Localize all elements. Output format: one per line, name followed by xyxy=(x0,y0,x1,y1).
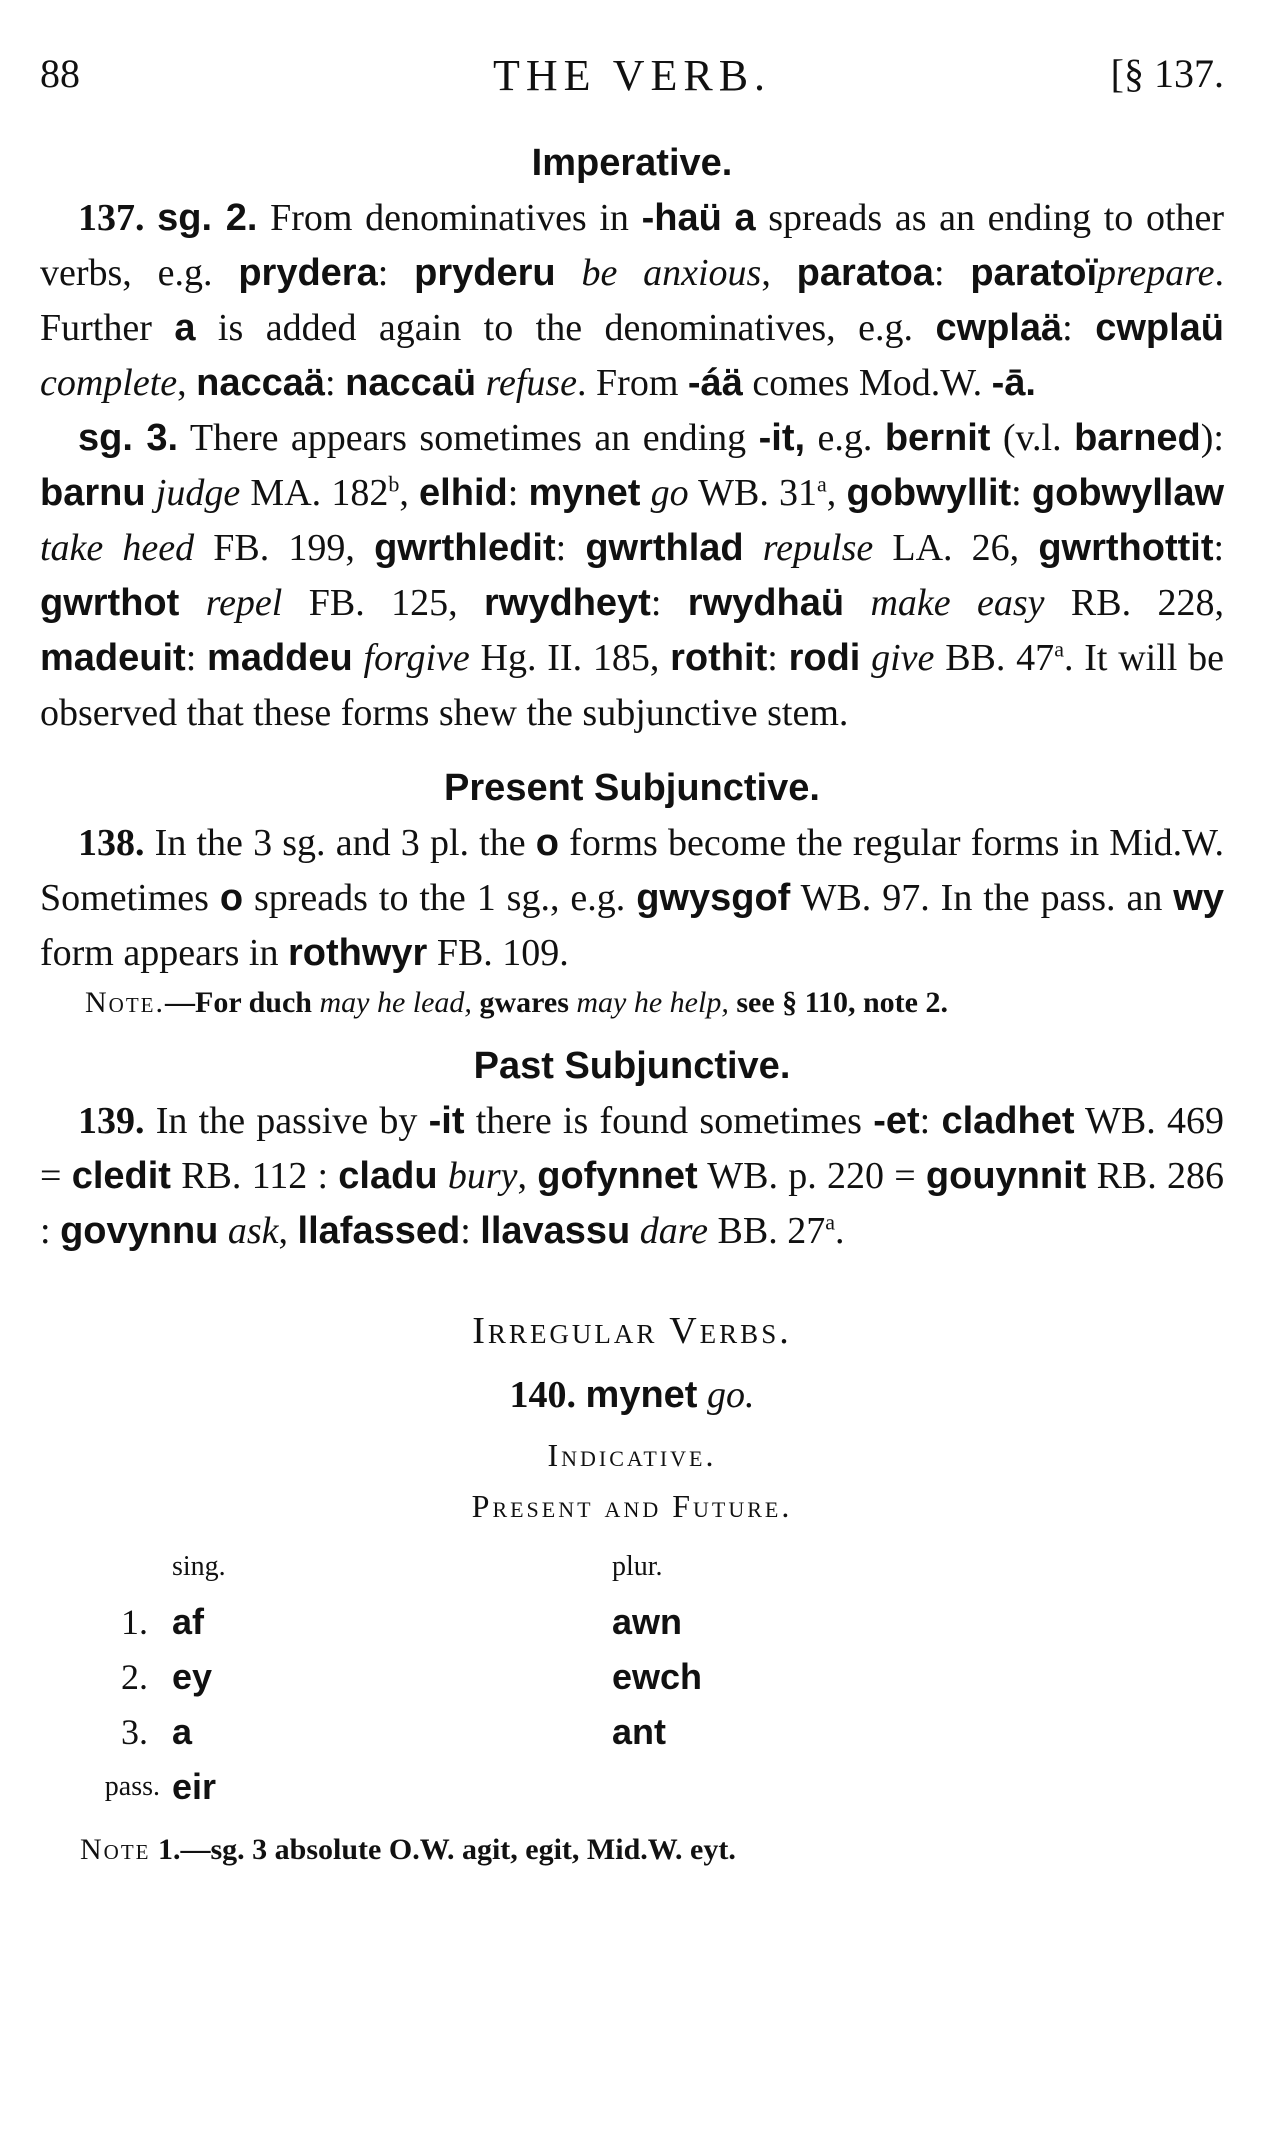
text-run: -it, xyxy=(758,417,806,459)
text-run: go. xyxy=(706,1374,755,1416)
text-run: a xyxy=(817,471,827,497)
text-run: cwplaä xyxy=(935,307,1063,349)
text-run: RB. 228, xyxy=(1070,582,1225,624)
text-run: -ā. xyxy=(991,362,1036,404)
text-run: rwydhaü xyxy=(687,582,845,624)
text-run: make easy xyxy=(870,582,1045,624)
text-run: duch xyxy=(248,986,312,1019)
text-run: judge xyxy=(155,472,241,514)
text-run: may he help, xyxy=(576,986,729,1019)
heading-present-future: Present and Future. xyxy=(471,1488,793,1524)
text-run: In the 3 sg. and 3 pl. the xyxy=(144,822,536,864)
page xyxy=(40,40,1224,1872)
text-run: barned xyxy=(1074,417,1201,459)
text-run: gwrthottit xyxy=(1038,527,1214,569)
text-run: wy xyxy=(1173,877,1224,919)
text-run: (v.l. xyxy=(990,417,1075,459)
text-run: naccaä xyxy=(196,362,326,404)
text-run: RB. 112 : xyxy=(170,1155,339,1197)
text-run: From denominatives in xyxy=(257,197,642,239)
text-run: maddeu xyxy=(207,637,353,679)
text-run: WB. 469 = xyxy=(40,1100,1225,1197)
note-138 xyxy=(85,981,1224,1025)
text-run: spreads as an ending to other verbs, e.g. xyxy=(40,197,1225,294)
text-run: gobwyllaw xyxy=(1031,472,1225,514)
text-run: 2. xyxy=(121,1656,148,1697)
text-run: bernit xyxy=(884,417,991,459)
text-run: there is found sometimes xyxy=(464,1100,874,1142)
paragraph-137-sg3: sg. 3. There appears sometimes an ending -it, e.g. bernit (v.l. barned): barnu judge MA. 182$^b$, elhid: mynet go WB. 31$^a$, gobwyllit: gobwyllaw take heed FB. 199, gwrthledit: gwrthlad repulse LA. 26, gwrthottit: gwrthot repel FB. 125, rwydheyt: rwydhaü make easy RB. 228, madeuit: maddeu forgive Hg. II. 185, rothit: rodi give BB. 47$^a$. It will be observed that these forms shew the subjunctive stem. xyxy=(40,417,1225,734)
text-run: . From xyxy=(577,362,688,404)
text-run xyxy=(612,1759,702,1814)
text-run: ewch xyxy=(612,1655,703,1697)
text-run: WB. 31 xyxy=(698,472,818,514)
text-run: There appears sometimes an ending xyxy=(178,417,759,459)
text-run: Note xyxy=(80,1833,151,1866)
text-run: Note. xyxy=(85,986,165,1019)
text-run: FB. 125, xyxy=(308,582,458,624)
heading-140 xyxy=(40,1373,1224,1417)
text-run: complete xyxy=(40,362,178,404)
text-run: RB. 286 : xyxy=(40,1155,1225,1252)
text-run: o xyxy=(535,822,559,864)
text-run: -haü xyxy=(641,197,722,239)
text-run: prydera xyxy=(238,252,378,294)
text-run: Mid.W. xyxy=(579,1833,691,1866)
paragraph-139: 139. In the passive by -it there is found sometimes -et: cladhet WB. 469 = cledit RB. 112 : cladu bury, gofynnet WB. p. 220 = gouynnit RB. 286 : govynnu ask, llafassed: llavassu dare BB. 27$^a$. xyxy=(40,1100,1225,1252)
text-run: a xyxy=(734,197,756,239)
text-run: —For xyxy=(165,986,249,1019)
text-run: llafassed xyxy=(297,1210,461,1252)
text-run xyxy=(172,1649,612,1704)
text-run: form appears in xyxy=(40,932,288,974)
text-run: BB. 47 xyxy=(945,637,1055,679)
text-run: a xyxy=(1054,636,1064,662)
text-run: 140. xyxy=(509,1374,577,1416)
text-run: Hg. II. 185, xyxy=(480,637,660,679)
text-run: gwysgof xyxy=(636,877,791,919)
text-run: see § 110, note 2. xyxy=(728,986,948,1019)
text-run: give xyxy=(871,637,935,679)
page-number: 88 xyxy=(40,51,80,96)
text-run: madeuit xyxy=(40,637,186,679)
text-run: a xyxy=(172,1710,193,1752)
text-run: repel xyxy=(205,582,283,624)
text-run: barnu xyxy=(40,472,146,514)
text-run: In the passive by xyxy=(144,1100,429,1142)
text-run: cladu xyxy=(338,1155,438,1197)
text-run: prepare xyxy=(1097,252,1215,294)
heading-irregular-verbs: Irregular Verbs. xyxy=(472,1310,792,1352)
text-run: gwrthledit xyxy=(374,527,556,569)
text-run: naccaü xyxy=(345,362,477,404)
text-run: paratoï xyxy=(970,252,1098,294)
text-run: rodi xyxy=(788,637,861,679)
page-header xyxy=(40,40,1224,100)
text-run: gwrthot xyxy=(40,582,180,624)
text-run: gofynnet xyxy=(537,1155,698,1197)
text-run: WB. 97. In the pass. an xyxy=(790,877,1174,919)
text-run: take heed xyxy=(40,527,195,569)
text-run: -it xyxy=(428,1100,465,1142)
text-run: gwrthlad xyxy=(585,527,744,569)
note-140 xyxy=(80,1828,1224,1872)
text-run: 1.—sg. 3 absolute O.W. xyxy=(150,1833,462,1866)
text-run: MA. 182 xyxy=(250,472,389,514)
text-run: 139. xyxy=(78,1100,145,1142)
text-run: . It will be observed that these forms shew the subjunctive stem. xyxy=(40,637,1224,734)
text-run: llavassu xyxy=(480,1210,631,1252)
text-run: rothwyr xyxy=(287,932,428,974)
text-run: a xyxy=(174,307,196,349)
text-run: mynet xyxy=(528,472,641,514)
text-run: agit, egit, xyxy=(461,1833,580,1866)
text-run: bury xyxy=(447,1155,518,1197)
table-row xyxy=(40,1759,702,1814)
heading-past-subjunctive: Past Subjunctive. xyxy=(473,1045,791,1087)
col-plur: plur. xyxy=(612,1550,663,1582)
text-run: gobwyllit xyxy=(846,472,1012,514)
running-title: THE VERB. xyxy=(492,51,772,100)
text-run: a xyxy=(825,1209,835,1235)
text-run: forgive xyxy=(363,637,470,679)
text-run: 138. xyxy=(78,822,145,864)
text-run: eyt. xyxy=(690,1833,736,1866)
text-run xyxy=(612,1594,702,1649)
text-run: govynnu xyxy=(60,1210,219,1252)
text-run xyxy=(612,1704,702,1759)
text-run: 1. xyxy=(121,1601,148,1642)
text-run: rwydheyt xyxy=(484,582,651,624)
text-run: 3. xyxy=(121,1711,148,1752)
para-number: 137. xyxy=(78,197,145,239)
text-run: ey xyxy=(172,1655,213,1697)
text-run: FB. 199, xyxy=(213,527,355,569)
table-row xyxy=(40,1704,702,1759)
paragraph-137: 137. sg. 2. From denominatives in -haü a spreads as an ending to other verbs, e.g. prydera: pryderu be anxious, paratoa: paratoïprepare. Further a is added again to the denominatives, e.g. cwplaä: cwplaü complete, naccaä: naccaü refuse. From -áä comes Mod.W. -ā. xyxy=(40,197,1225,404)
text-run: repulse xyxy=(762,527,874,569)
text-run: e.g. xyxy=(805,417,885,459)
text-run: cledit xyxy=(71,1155,171,1197)
text-run: paratoa xyxy=(796,252,934,294)
paragraph-138 xyxy=(40,816,1224,981)
heading-imperative: Imperative. xyxy=(531,142,733,184)
text-run: WB. p. 220 = xyxy=(697,1155,926,1197)
table-row xyxy=(40,1594,702,1649)
text-run: gouynnit xyxy=(925,1155,1087,1197)
text-run: go xyxy=(650,472,689,514)
text-run: FB. 109. xyxy=(427,932,569,974)
text-run: o xyxy=(219,877,244,919)
text-run: be anxious xyxy=(581,252,762,294)
text-run: is added again to the denominatives, e.g. xyxy=(195,307,936,349)
text-run: forms become the regular forms in Mid.W. Sometimes xyxy=(40,822,1224,919)
text-run xyxy=(172,1594,612,1649)
text-run: -et xyxy=(873,1100,920,1142)
text-run: eir xyxy=(172,1765,217,1807)
col-sing: sing. xyxy=(172,1550,226,1582)
text-run: cwplaü xyxy=(1095,307,1224,349)
conjugation-table xyxy=(40,1539,702,1814)
text-run: -áä xyxy=(687,362,743,404)
text-run: sg. 2. xyxy=(157,197,258,239)
text-run: pryderu xyxy=(414,252,556,294)
text-run: sg. 3. xyxy=(78,417,179,459)
text-run: . Further xyxy=(40,252,1225,349)
text-run xyxy=(172,1704,612,1759)
text-run: ant xyxy=(612,1710,666,1752)
text-run: ask xyxy=(227,1210,279,1252)
text-run: : xyxy=(919,1100,942,1142)
text-run: spreads to the 1 sg., e.g. xyxy=(243,877,637,919)
text-run: ): xyxy=(1200,417,1224,459)
text-run: LA. 26, xyxy=(892,527,1020,569)
text-run: dare xyxy=(639,1210,709,1252)
text-run: BB. 27 xyxy=(708,1210,826,1252)
text-run xyxy=(40,1539,172,1594)
heading-present-subjunctive: Present Subjunctive. xyxy=(444,767,820,809)
text-run xyxy=(612,1649,702,1704)
text-run: may he lead, xyxy=(319,986,472,1019)
text-run: af xyxy=(172,1600,205,1642)
table-row xyxy=(40,1649,702,1704)
text-run: b xyxy=(388,471,400,497)
text-run: pass. xyxy=(104,1770,160,1802)
text-run: rothit xyxy=(670,637,768,679)
text-run: gwares xyxy=(479,986,569,1019)
text-run: refuse xyxy=(485,362,578,404)
heading-indicative: Indicative. xyxy=(547,1437,717,1473)
text-run: cladhet xyxy=(941,1100,1075,1142)
text-run: comes Mod.W. xyxy=(742,362,992,404)
text-run: mynet xyxy=(585,1374,698,1416)
text-run: elhid xyxy=(419,472,508,514)
text-run: awn xyxy=(612,1600,683,1642)
section-ref: [§ 137. xyxy=(1110,51,1224,96)
text-run xyxy=(172,1759,612,1814)
text-run: . xyxy=(834,1210,845,1252)
